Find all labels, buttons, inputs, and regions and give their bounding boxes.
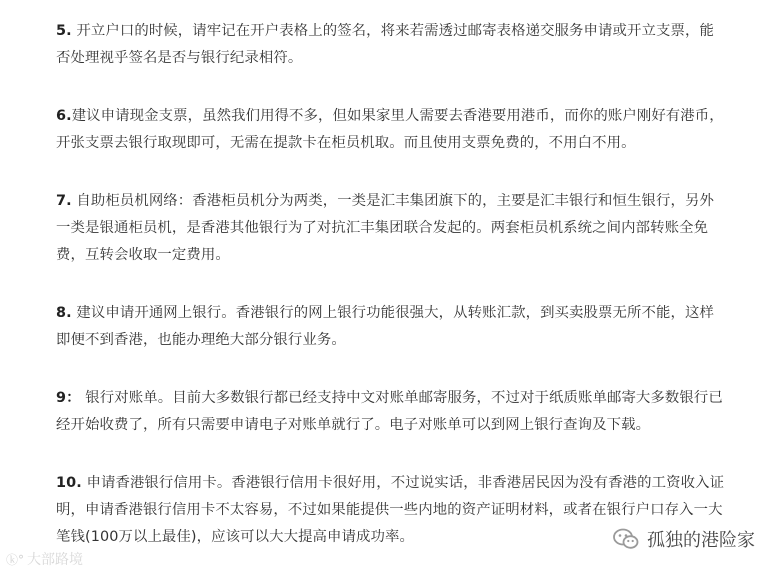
paragraph-8 xyxy=(56,300,726,354)
paragraph-5 xyxy=(56,18,726,72)
watermark-logo: ⓚ° xyxy=(6,552,25,567)
paragraph-number: 7. xyxy=(56,193,72,209)
wechat-icon xyxy=(613,528,639,550)
watermark-left-text: 大部路境 xyxy=(27,552,84,568)
paragraph-6 xyxy=(56,103,726,157)
paragraph-number: 8. xyxy=(56,305,72,321)
paragraph-text: 建议申请现金支票，虽然我们用得不多，但如果家里人需要去香港要用港币，而你的账户刚好有港币，开张支票去银行取现即可，无需在提款卡在柜员机取。而且使用支票免费的，不用白不用。 xyxy=(56,108,724,151)
paragraph-number: 10. xyxy=(56,475,82,491)
paragraph-text: 银行对账单。目前大多数银行都已经支持中文对账单邮寄服务，不过对于纸质账单邮寄大多数银行已经开始收费了，所有只需要申请电子对账单就行了。电子对账单可以到网上银行查询及下载。 xyxy=(56,390,723,433)
article-body xyxy=(56,18,726,582)
paragraph-number: 5. xyxy=(56,23,72,39)
paragraph-text: 开立户口的时候，请牢记在开户表格上的签名，将来若需透过邮寄表格递交服务申请或开立支票，能否处理视乎签名是否与银行纪录相符。 xyxy=(56,23,714,66)
paragraph-number: 9： xyxy=(56,390,81,406)
paragraph-text: 自助柜员机网络：香港柜员机分为两类，一类是汇丰集团旗下的，主要是汇丰银行和恒生银行，另外一类是银通柜员机，是香港其他银行为了对抗汇丰集团联合发起的。两套柜员机系统之间内部转账全免费，互转会收取一定费用。 xyxy=(56,193,714,263)
paragraph-text: 建议申请开通网上银行。香港银行的网上银行功能很强大，从转账汇款，到买卖股票无所不能，这样即便不到香港，也能办理绝大部分银行业务。 xyxy=(56,305,714,348)
paragraph-9 xyxy=(56,385,726,439)
paragraph-text: 申请香港银行信用卡。香港银行信用卡很好用，不过说实话，非香港居民因为没有香港的工资收入证明，申请香港银行信用卡不太容易，不过如果能提供一些内地的资产证明材料，或者在银行户口存入一大笔钱(100万以上最佳)，应该可以大大提高申请成功率。 xyxy=(56,475,725,545)
watermark-right xyxy=(613,526,755,552)
paragraph-7 xyxy=(56,188,726,269)
watermark-left xyxy=(6,549,83,569)
paragraph-number: 6. xyxy=(56,108,72,124)
watermark-right-text: 孤独的港险家 xyxy=(647,530,755,551)
